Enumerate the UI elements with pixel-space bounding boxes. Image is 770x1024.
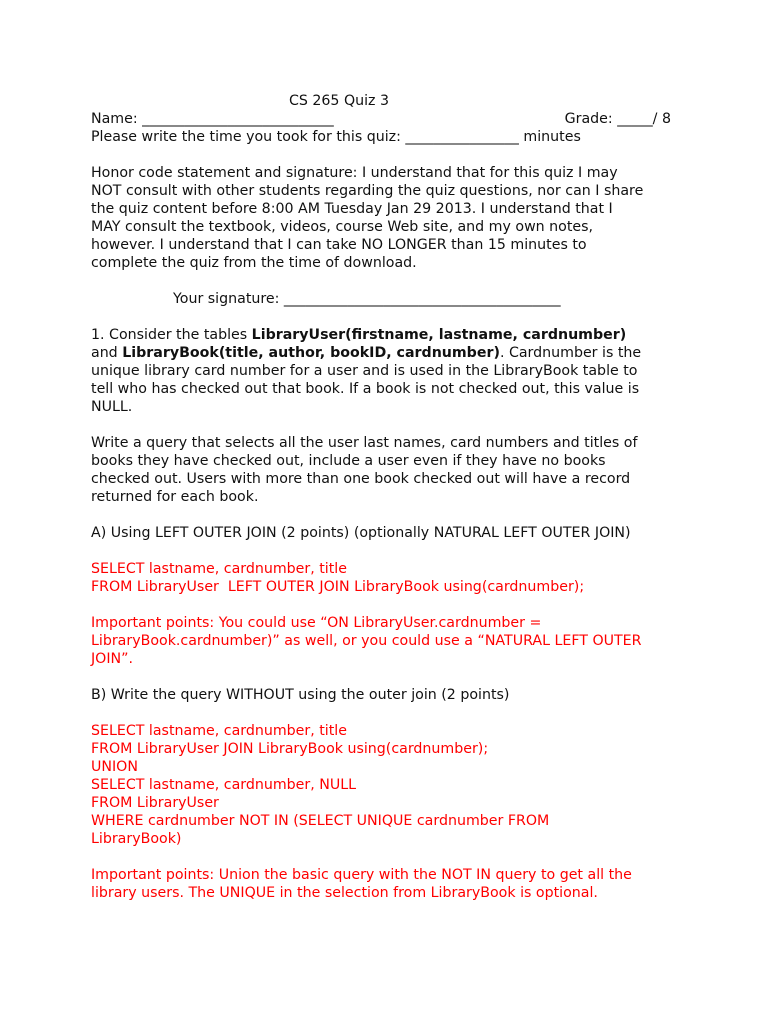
task-line: returned for each book. bbox=[91, 489, 259, 505]
question-line: tell who has checked out that book. If a book is not checked out, this value is bbox=[91, 381, 640, 397]
table-schema-book: LibraryBook(title, author, bookID, cardnumber) bbox=[122, 345, 500, 361]
honor-line: however. I understand that I can take NO LONGER than 15 minutes to bbox=[91, 237, 587, 253]
notes-line: library users. The UNIQUE in the selection from LibraryBook is optional. bbox=[91, 885, 598, 901]
quiz-page bbox=[91, 92, 691, 902]
honor-line: NOT consult with other students regarding the quiz questions, nor can I share bbox=[91, 183, 644, 199]
notes-line: LibraryBook.cardnumber)” as well, or you could use a “NATURAL LEFT OUTER bbox=[91, 633, 642, 649]
question-text: and bbox=[91, 345, 123, 361]
time-field-label: Please write the time you took for this quiz: ________________ minutes bbox=[91, 129, 581, 145]
name-field-label: Name: ___________________________ bbox=[91, 111, 334, 127]
answer-line: FROM LibraryUser LEFT OUTER JOIN LibraryBook using(cardnumber); bbox=[91, 579, 585, 595]
signature-field-label: Your signature: _______________________________________ bbox=[173, 291, 561, 307]
part-b-answer bbox=[91, 722, 691, 848]
task-line: Write a query that selects all the user last names, card numbers and titles of bbox=[91, 435, 638, 451]
answer-line: FROM LibraryUser bbox=[91, 795, 219, 811]
question-line: unique library card number for a user and is used in the LibraryBook table to bbox=[91, 363, 638, 379]
task-line: books they have checked out, include a user even if they have no books bbox=[91, 453, 606, 469]
honor-line: complete the quiz from the time of download. bbox=[91, 255, 417, 271]
part-b-notes bbox=[91, 866, 691, 902]
task-description bbox=[91, 434, 691, 506]
answer-line: SELECT lastname, cardnumber, title bbox=[91, 723, 347, 739]
notes-line: Important points: Union the basic query with the NOT IN query to get all the bbox=[91, 867, 632, 883]
question-line bbox=[91, 326, 691, 344]
grade-field-label: Grade: _____/ 8 bbox=[564, 111, 671, 127]
part-a-heading: A) Using LEFT OUTER JOIN (2 points) (optionally NATURAL LEFT OUTER JOIN) bbox=[91, 525, 631, 541]
page-title: CS 265 Quiz 3 bbox=[288, 93, 390, 109]
answer-line: UNION bbox=[91, 759, 138, 775]
question-line: NULL. bbox=[91, 399, 133, 415]
honor-line: MAY consult the textbook, videos, course Web site, and my own notes, bbox=[91, 219, 594, 235]
answer-line: SELECT lastname, cardnumber, NULL bbox=[91, 777, 357, 793]
question-text: 1. Consider the tables bbox=[91, 327, 252, 343]
honor-line: Honor code statement and signature: I understand that for this quiz I may bbox=[91, 165, 618, 181]
part-b-heading: B) Write the query WITHOUT using the outer join (2 points) bbox=[91, 687, 510, 703]
answer-line: LibraryBook) bbox=[91, 831, 182, 847]
question-text: . Cardnumber is the bbox=[499, 345, 642, 361]
question-line bbox=[91, 344, 691, 362]
honor-line: the quiz content before 8:00 AM Tuesday Jan 29 2013. I understand that I bbox=[91, 201, 613, 217]
answer-line: WHERE cardnumber NOT IN (SELECT UNIQUE cardnumber FROM bbox=[91, 813, 550, 829]
part-a-notes bbox=[91, 614, 691, 668]
name-grade-row bbox=[91, 110, 671, 128]
answer-line: SELECT lastname, cardnumber, title bbox=[91, 561, 347, 577]
notes-line: Important points: You could use “ON LibraryUser.cardnumber = bbox=[91, 615, 542, 631]
honor-statement bbox=[91, 164, 691, 272]
table-schema-user: LibraryUser(firstname, lastname, cardnumber) bbox=[251, 327, 627, 343]
notes-line: JOIN”. bbox=[91, 651, 134, 667]
task-line: checked out. Users with more than one book checked out will have a record bbox=[91, 471, 631, 487]
question-1 bbox=[91, 326, 691, 416]
answer-line: FROM LibraryUser JOIN LibraryBook using(cardnumber); bbox=[91, 741, 489, 757]
part-a-answer bbox=[91, 560, 691, 596]
